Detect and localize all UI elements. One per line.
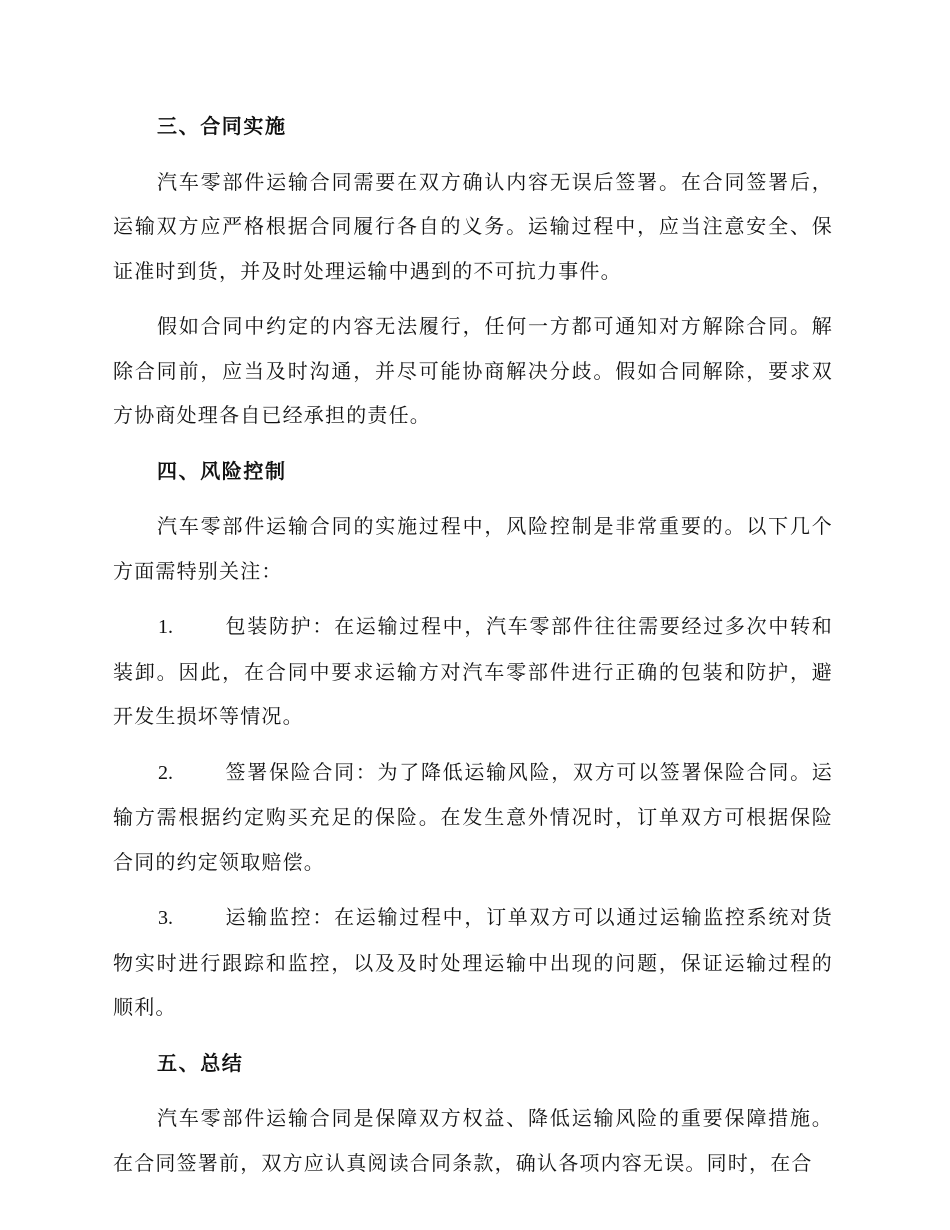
list-item [113, 895, 833, 1030]
paragraph: 汽车零部件运输合同的实施过程中，风险控制是非常重要的。以下几个方面需特别关注： [113, 514, 833, 583]
list-item-number: 3. [158, 907, 173, 929]
list-item-number: 1. [158, 616, 173, 638]
list-item-number: 2. [158, 761, 173, 784]
list-item-text: 签署保险合同：为了降低运输风险，双方可以签署保险合同。运输方需根据约定购买充足的保险。在发生意外情况时，订单双方可根据保险合同的约定领取赔偿。 [113, 759, 833, 874]
list-item-text: 运输监控：在运输过程中，订单双方可以通过运输监控系统对货物实时进行跟踪和监控，以及及时处理运输中出现的问题，保证运输过程的顺利。 [113, 905, 833, 1019]
list-item [113, 604, 833, 739]
section-heading-implementation: 三、合同实施 [157, 114, 287, 138]
section-heading-summary: 五、总结 [157, 1050, 244, 1075]
section-heading-risk-control: 四、风险控制 [157, 458, 287, 483]
paragraph: 假如合同中约定的内容无法履行，任何一方都可通知对方解除合同。解除合同前，应当及时沟通，并尽可能协商解决分歧。假如合同解除，要求双方协商处理各自已经承担的责任。 [113, 314, 833, 427]
list-item-text: 包装防护：在运输过程中，汽车零部件往往需要经过多次中转和装卸。因此，在合同中要求运输方对汽车零部件进行正确的包装和防护，避开发生损坏等情况。 [113, 614, 833, 728]
paragraph: 汽车零部件运输合同是保障双方权益、降低运输风险的重要保障措施。在合同签署前，双方应认真阅读合同条款，确认各项内容无误。同时，在合 [113, 1106, 833, 1175]
paragraph: 汽车零部件运输合同需要在双方确认内容无误后签署。在合同签署后，运输双方应严格根据合同履行各自的义务。运输过程中，应当注意安全、保证准时到货，并及时处理运输中遇到的不可抗力事件。 [113, 169, 833, 283]
document-page [113, 104, 833, 1185]
list-item [113, 750, 833, 885]
